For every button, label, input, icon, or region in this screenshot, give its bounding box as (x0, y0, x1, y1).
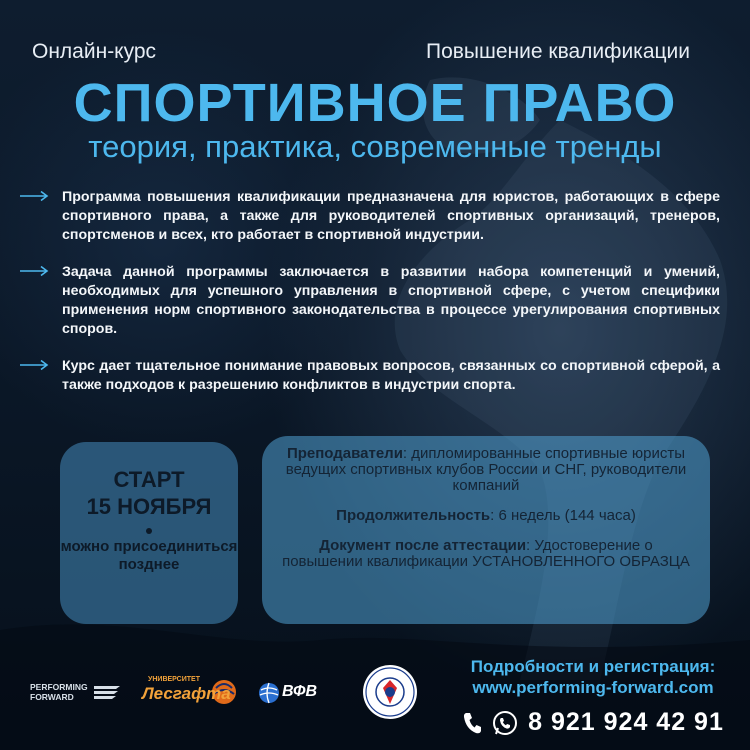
partner-logos (30, 668, 430, 718)
header-row (30, 40, 720, 64)
lesgaft-name: Лесгафта (142, 684, 231, 703)
bullet-text: Программа повышения квалификации предназначена для юристов, работающих в сфере спортивного права, а также для руководителей спортивных организаций, тренеров, спортсменов и всех, кто работает в спортивной индустрии. (62, 189, 720, 243)
stripes-icon (92, 684, 122, 700)
whatsapp-icon (492, 710, 518, 736)
teachers-text: : дипломированные спортивные юристы ведущих спортивных клубов России и СНГ, руководители компаний (285, 445, 687, 494)
list-item (20, 357, 720, 395)
dot-icon (146, 528, 152, 534)
start-line-1: СТАРТ (113, 467, 185, 492)
arrow-right-icon (20, 190, 50, 202)
page-title: СПОРТИВНОЕ ПРАВО (73, 73, 677, 133)
document-label: Документ после аттестации (319, 537, 527, 554)
bullet-text: Задача данной программы заключается в развитии набора компетенций и умений, необходимых для успешного управления в спортивной сфере, с учетом специфики применения норм спортивного законодательства в процессе урегулирования спортивных споров. (62, 264, 720, 337)
page-subtitle: теория, практика, современные тренды (88, 129, 662, 164)
phone-row (448, 708, 738, 737)
vfv-text: ВФВ (282, 683, 317, 700)
contact-block (448, 656, 738, 737)
bullet-text: Курс дает тщательное понимание правовых вопросов, связанных со спортивной сферой, а также подходов к разрешению конфликтов в индустрии спорта. (62, 358, 720, 393)
registration-label: Подробности и регистрация: (470, 657, 716, 676)
teachers-label: Преподаватели (286, 445, 403, 462)
phone-icon (462, 711, 482, 735)
teachers-info (280, 446, 692, 494)
federation-seal-icon (362, 664, 418, 720)
start-date: 15 НОЯБРЯ (86, 494, 212, 519)
performing-forward-logo (30, 682, 122, 702)
duration-info (280, 508, 692, 524)
list-item (20, 188, 720, 245)
document-text: : Удостоверение о повышении квалификации УСТАНОВЛЕННОГО ОБРАЗЦА (282, 537, 690, 570)
volleyball-icon (258, 682, 280, 704)
course-type-label: Онлайн-курс (32, 40, 157, 63)
start-label (60, 466, 238, 520)
lesgaft-university-logo (142, 668, 238, 716)
website-link[interactable]: www.performing-forward.com (472, 678, 714, 697)
arrow-right-icon (20, 265, 50, 277)
performing-logo-line2: FORWARD (30, 692, 74, 702)
phone-number[interactable]: 8 921 924 42 91 (528, 708, 724, 736)
performing-logo-line1: PERFORMING (30, 682, 88, 692)
list-item (20, 263, 720, 339)
join-later-note: можно присоединиться позднее (60, 538, 238, 573)
arrow-right-icon (20, 359, 50, 371)
course-info-box (262, 436, 710, 624)
duration-text: : 6 недель (144 часа) (490, 507, 636, 524)
description-list (20, 188, 720, 413)
vfv-logo (258, 680, 328, 706)
document-info (280, 538, 692, 570)
start-date-box (60, 442, 238, 624)
federation-seal-logo (362, 664, 418, 720)
lesgaft-top-text: УНИВЕРСИТЕТ (148, 676, 200, 683)
duration-label: Продолжительность (336, 507, 491, 524)
qualification-label: Повышение квалификации (426, 40, 690, 63)
